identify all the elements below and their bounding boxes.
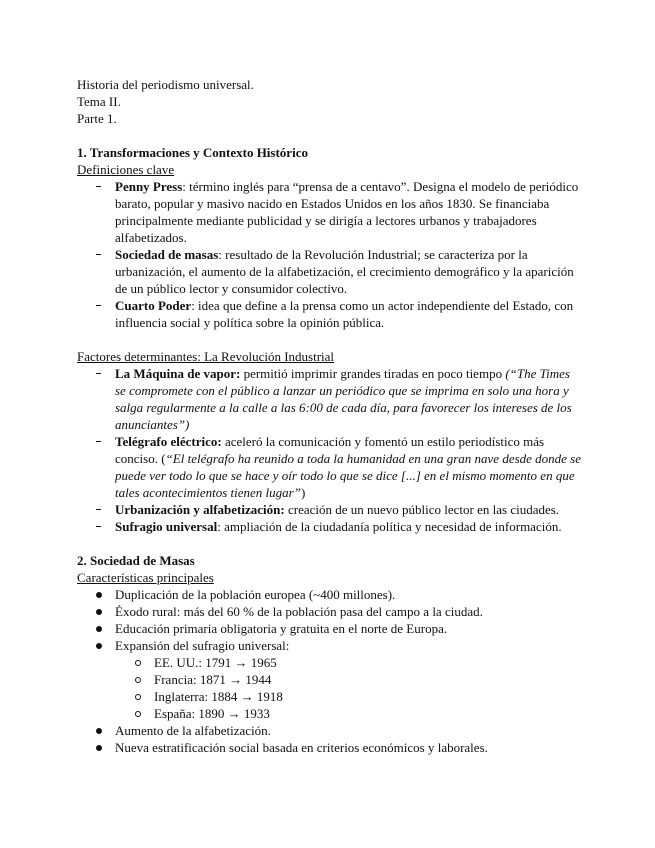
hollow-bullet-icon bbox=[135, 660, 141, 666]
factor-description: creación de un nuevo público lector en las ciudades. bbox=[284, 502, 560, 517]
hollow-bullet-icon bbox=[135, 694, 141, 700]
sublist-item bbox=[115, 671, 615, 688]
list-item-text: Aumento de la alfabetización. bbox=[115, 723, 271, 738]
sublist-item-text: EE. UU.: 1791 → 1965 bbox=[154, 655, 277, 670]
factor-item bbox=[77, 518, 615, 535]
definition-description: : resultado de la Revolución Industrial; se caracteriza por la urbanización, el aumento de la alfabetización, el crecimiento demográfico y la aparición de un público lector y consumidor colectivo. bbox=[115, 247, 574, 296]
filled-bullet-icon bbox=[96, 745, 102, 751]
sublist-item bbox=[115, 705, 615, 722]
filled-bullet-icon bbox=[96, 626, 102, 632]
part-label: Parte 1. bbox=[77, 111, 117, 126]
definition-text bbox=[115, 246, 615, 297]
section-transformaciones bbox=[77, 144, 615, 535]
factor-description: aceleró la comunicación y fomentó un estilo periodístico más conciso. ( bbox=[115, 434, 545, 466]
factor-description: permitió imprimir grandes tiradas en poco tiempo bbox=[240, 366, 506, 381]
list-item bbox=[77, 620, 615, 637]
dash-bullet-icon bbox=[96, 441, 101, 442]
hollow-bullet-icon bbox=[135, 711, 141, 717]
list-item-content bbox=[115, 637, 615, 722]
factor-item bbox=[77, 501, 615, 518]
definition-item bbox=[77, 246, 615, 297]
list-item-text: Éxodo rural: más del 60 % de la población pasa del campo a la ciudad. bbox=[115, 604, 483, 619]
factor-item bbox=[77, 365, 615, 433]
dash-bullet-icon bbox=[96, 254, 101, 255]
characteristics-list bbox=[77, 586, 615, 756]
sublist-item-text: Inglaterra: 1884 → 1918 bbox=[154, 689, 283, 704]
filled-bullet-icon bbox=[96, 609, 102, 615]
definition-term: Cuarto Poder bbox=[115, 298, 192, 313]
hollow-bullet-icon bbox=[135, 677, 141, 683]
list-item bbox=[77, 603, 615, 620]
definition-description: : idea que define a la prensa como un actor independiente del Estado, con influencia social y política sobre la opinión pública. bbox=[115, 298, 574, 330]
characteristics-heading: Características principales bbox=[77, 570, 214, 585]
suffrage-sublist bbox=[115, 654, 615, 722]
factor-term: Telégrafo eléctrico: bbox=[115, 434, 222, 449]
factor-text bbox=[115, 501, 615, 518]
list-item bbox=[77, 739, 615, 756]
definition-item bbox=[77, 178, 615, 246]
list-item-text: Duplicación de la población europea (~400 millones). bbox=[115, 587, 396, 602]
list-item-text: Nueva estratificación social basada en criterios económicos y laborales. bbox=[115, 740, 488, 755]
section-1-title: 1. Transformaciones y Contexto Histórico bbox=[77, 145, 308, 160]
dash-bullet-icon bbox=[96, 186, 101, 187]
sublist-item bbox=[115, 688, 615, 705]
list-item bbox=[77, 586, 615, 603]
factor-item bbox=[77, 433, 615, 501]
definition-description: : término inglés para “prensa de a centavo”. Designa el modelo de periódico barato, popular y masivo nacido en Estados Unidos en los años 1830. Se financiaba principalmente mediante publicidad y se dirigía a lectores urbanos y trabajadores alfabetizados. bbox=[115, 179, 579, 245]
section-sociedad-de-masas bbox=[77, 552, 615, 756]
sublist-item bbox=[115, 654, 615, 671]
factor-quote: (“The Times se compromete con el público a lanzar un periódico que se imprima en solo una hora y salga regularmente a la calle a las 6:00 de cada día, para favorecer los intereses de los anunciantes”) bbox=[115, 366, 572, 432]
list-item-text: Expansión del sufragio universal: bbox=[115, 638, 290, 653]
course-title: Historia del periodismo universal. bbox=[77, 77, 254, 92]
factor-term: La Máquina de vapor: bbox=[115, 366, 241, 381]
definition-text bbox=[115, 297, 615, 331]
list-item bbox=[77, 637, 615, 722]
topic-label: Tema II. bbox=[77, 94, 121, 109]
factor-text bbox=[115, 365, 615, 433]
dash-bullet-icon bbox=[96, 373, 101, 374]
factor-text bbox=[115, 433, 615, 501]
factors-list bbox=[77, 365, 615, 535]
definitions-list bbox=[77, 178, 615, 331]
factor-term: Sufragio universal bbox=[115, 519, 218, 534]
factor-term: Urbanización y alfabetización: bbox=[115, 502, 285, 517]
definition-term: Sociedad de masas bbox=[115, 247, 219, 262]
sublist-item-text: España: 1890 → 1933 bbox=[154, 706, 270, 721]
factor-description: : ampliación de la ciudadanía política y necesidad de información. bbox=[217, 519, 562, 534]
dash-bullet-icon bbox=[96, 526, 101, 527]
definition-text bbox=[115, 178, 615, 246]
definitions-heading: Definiciones clave bbox=[77, 162, 175, 177]
dash-bullet-icon bbox=[96, 305, 101, 306]
dash-bullet-icon bbox=[96, 509, 101, 510]
list-item bbox=[77, 722, 615, 739]
definition-term: Penny Press bbox=[115, 179, 183, 194]
factor-quote: “El telégrafo ha reunido a toda la humanidad en una gran nave desde donde se puede ver todo lo que se hace y oír todo lo que se dice [...] en el mismo momento en que tales acontecimientos tienen lugar” bbox=[115, 451, 582, 500]
section-2-title: 2. Sociedad de Masas bbox=[77, 553, 195, 568]
definition-item bbox=[77, 297, 615, 331]
list-item-text: Educación primaria obligatoria y gratuita en el norte de Europa. bbox=[115, 621, 448, 636]
factors-heading: Factores determinantes: La Revolución Industrial bbox=[77, 349, 335, 364]
filled-bullet-icon bbox=[96, 592, 102, 598]
sublist-item-text: Francia: 1871 → 1944 bbox=[154, 672, 272, 687]
factor-text bbox=[115, 518, 615, 535]
filled-bullet-icon bbox=[96, 643, 102, 649]
filled-bullet-icon bbox=[96, 728, 102, 734]
factor-closing: ) bbox=[300, 485, 306, 500]
